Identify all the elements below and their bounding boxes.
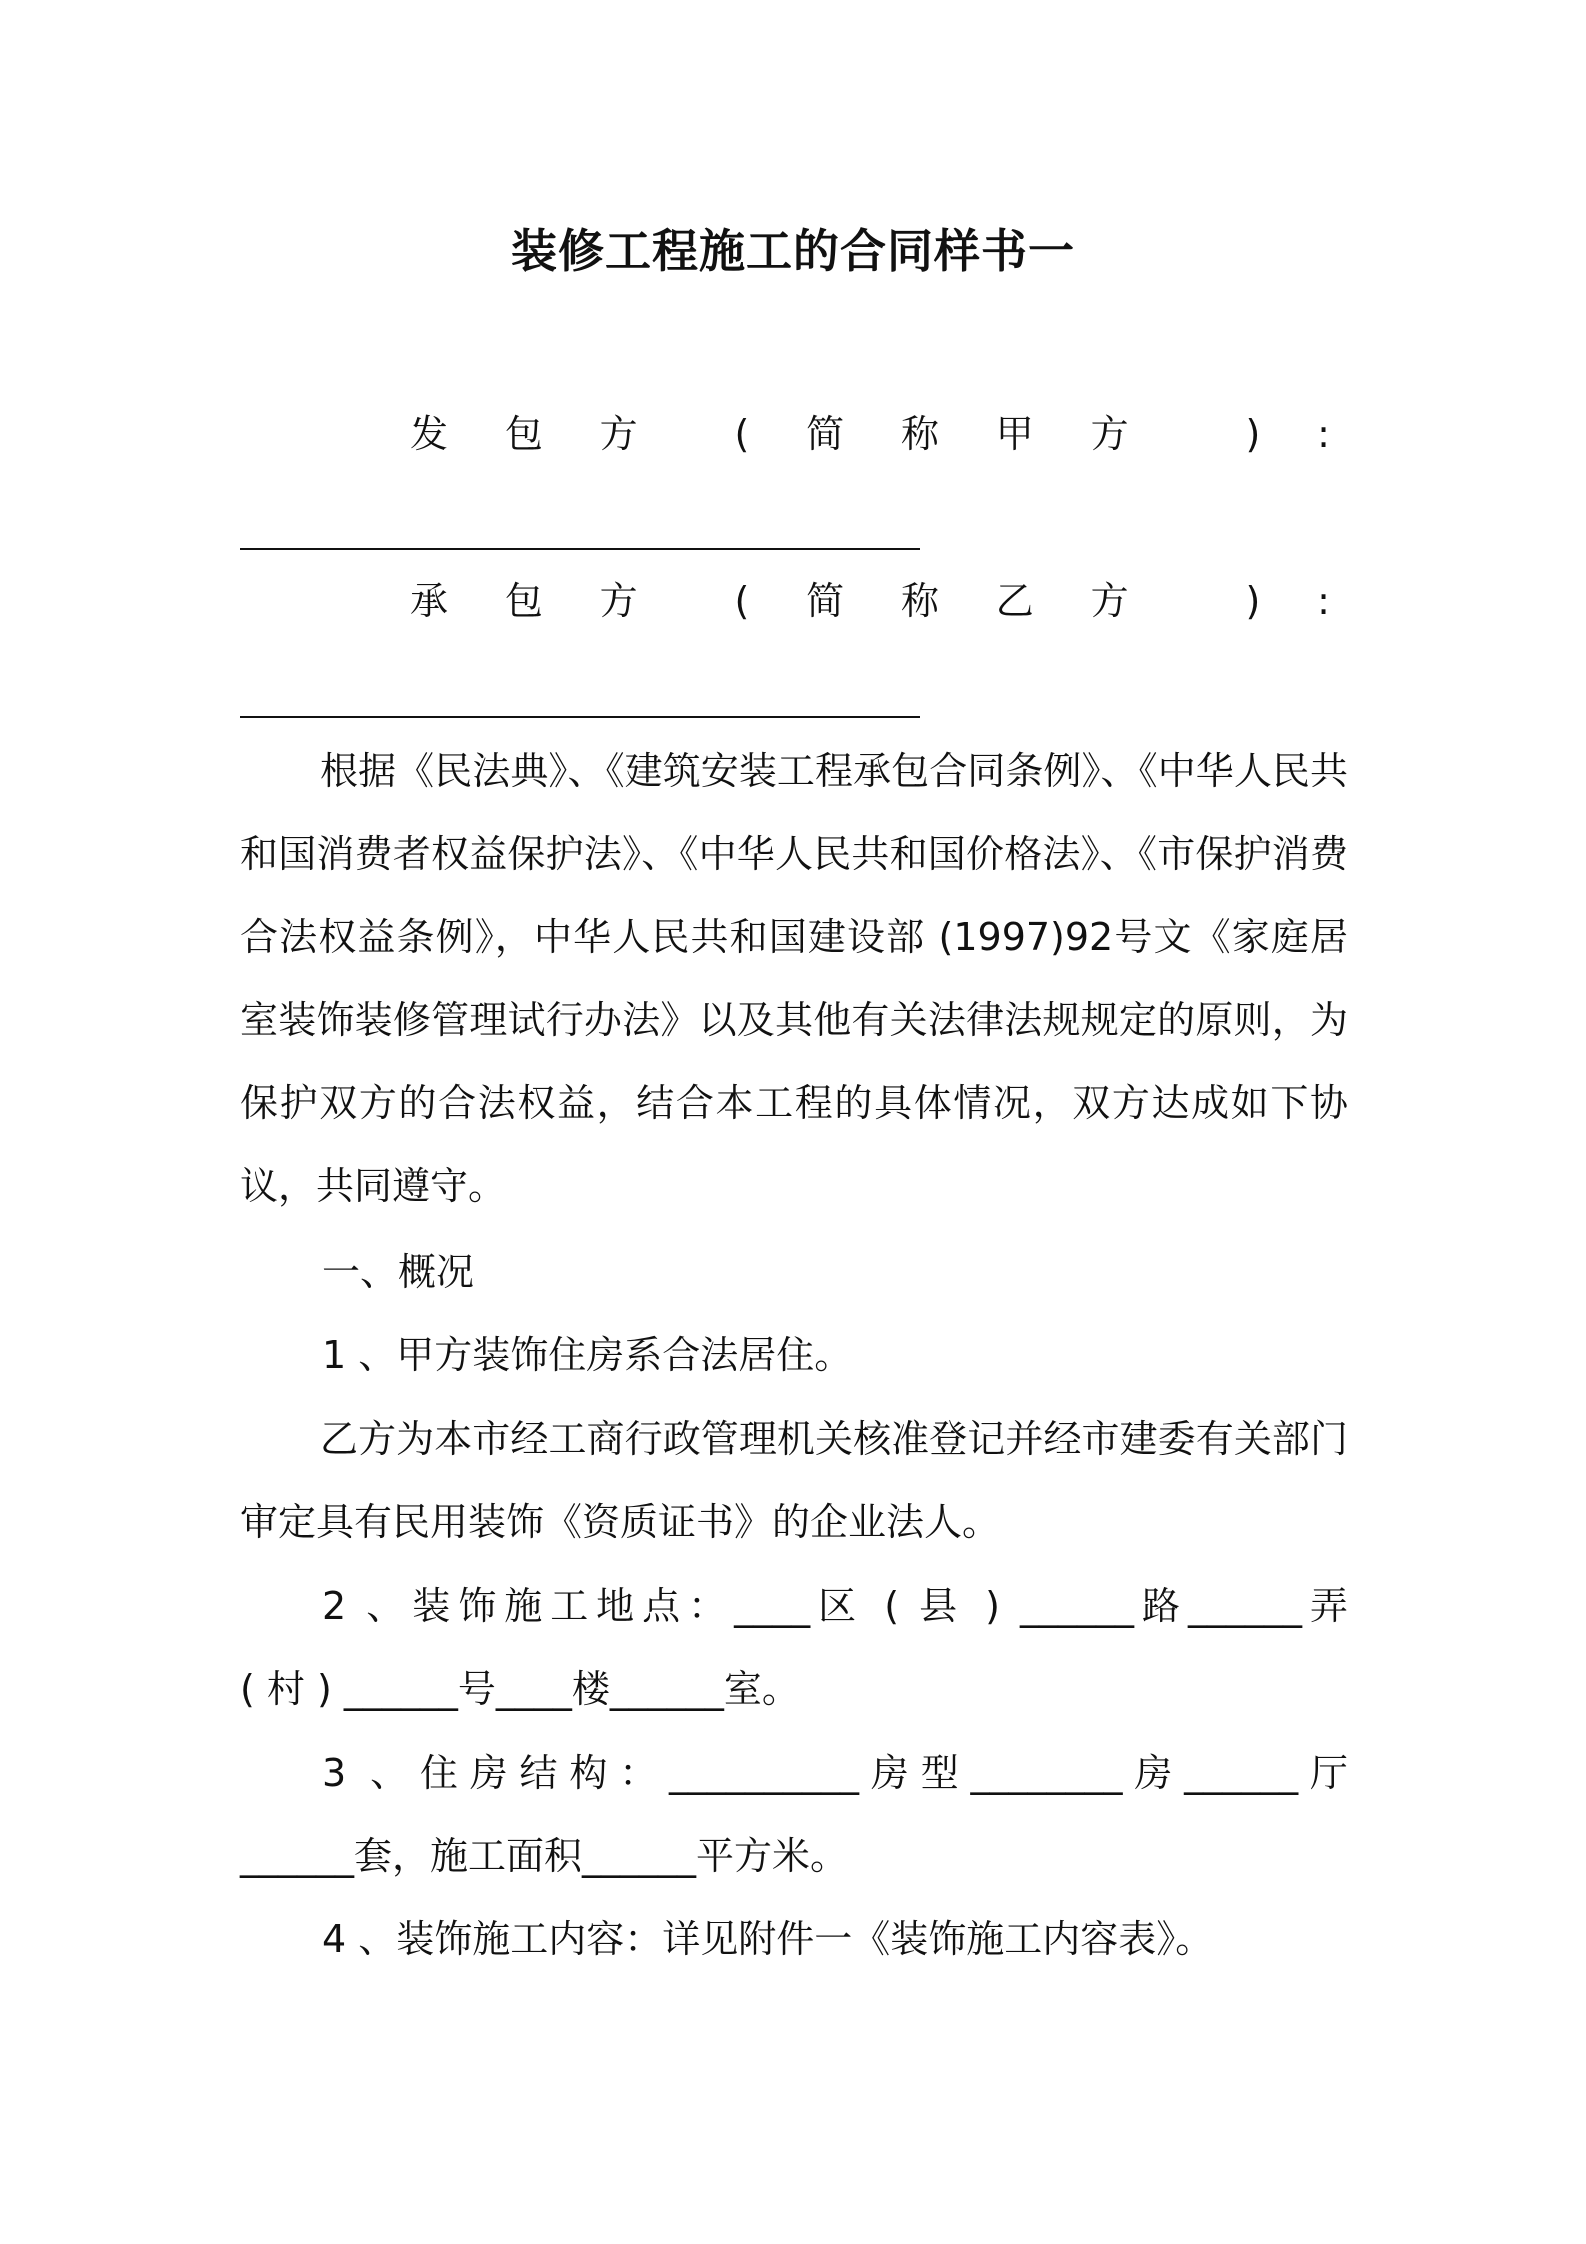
item-3-line-1: 3 、住房结构：__________房型________房______厅 (322, 1751, 1348, 1795)
item-1: 1 、甲方装饰住房系合法居住。 (322, 1333, 853, 1377)
party-a-label: 发 包 方 ( 简 称 甲 方 ) : (410, 412, 1330, 456)
party-b-blank (240, 716, 920, 718)
item-3-line-2: ______套，施工面积______平方米。 (240, 1834, 849, 1878)
item-2-line-2: ( 村 ) ______号____楼______室。 (240, 1667, 800, 1711)
item-4: 4 、装饰施工内容：详见附件一《装饰施工内容表》。 (322, 1917, 1214, 1961)
section-heading-overview: 一、概况 (322, 1250, 475, 1294)
party-b-label: 承 包 方 ( 简 称 乙 方 ) : (410, 579, 1330, 623)
preamble-paragraph: 根据《民法典》、《建筑安装工程承包合同条例》、《中华人民共和国消费者权益保护法》、《中华人民共和国价格法》、《市保护消费合法权益条例》，中华人民共和国建设部 (1997)92号文《家庭居室装饰装修管理试行办法》以及其他有关法律法规规定的原则，为保护双方的合法权益，结合本工程的具体情况，双方达成如下协议，共同遵守。 (240, 749, 1348, 1208)
party-a-blank (240, 548, 920, 550)
item-2-line-1: 2 、装饰施工地点：____区 ( 县 ) ______路______弄 (322, 1584, 1348, 1628)
item-1-detail: 乙方为本市经工商行政管理机关核准登记并经市建委有关部门审定具有民用装饰《资质证书》的企业法人。 (240, 1417, 1348, 1544)
document-title: 装修工程施工的合同样书一 (511, 224, 1075, 278)
